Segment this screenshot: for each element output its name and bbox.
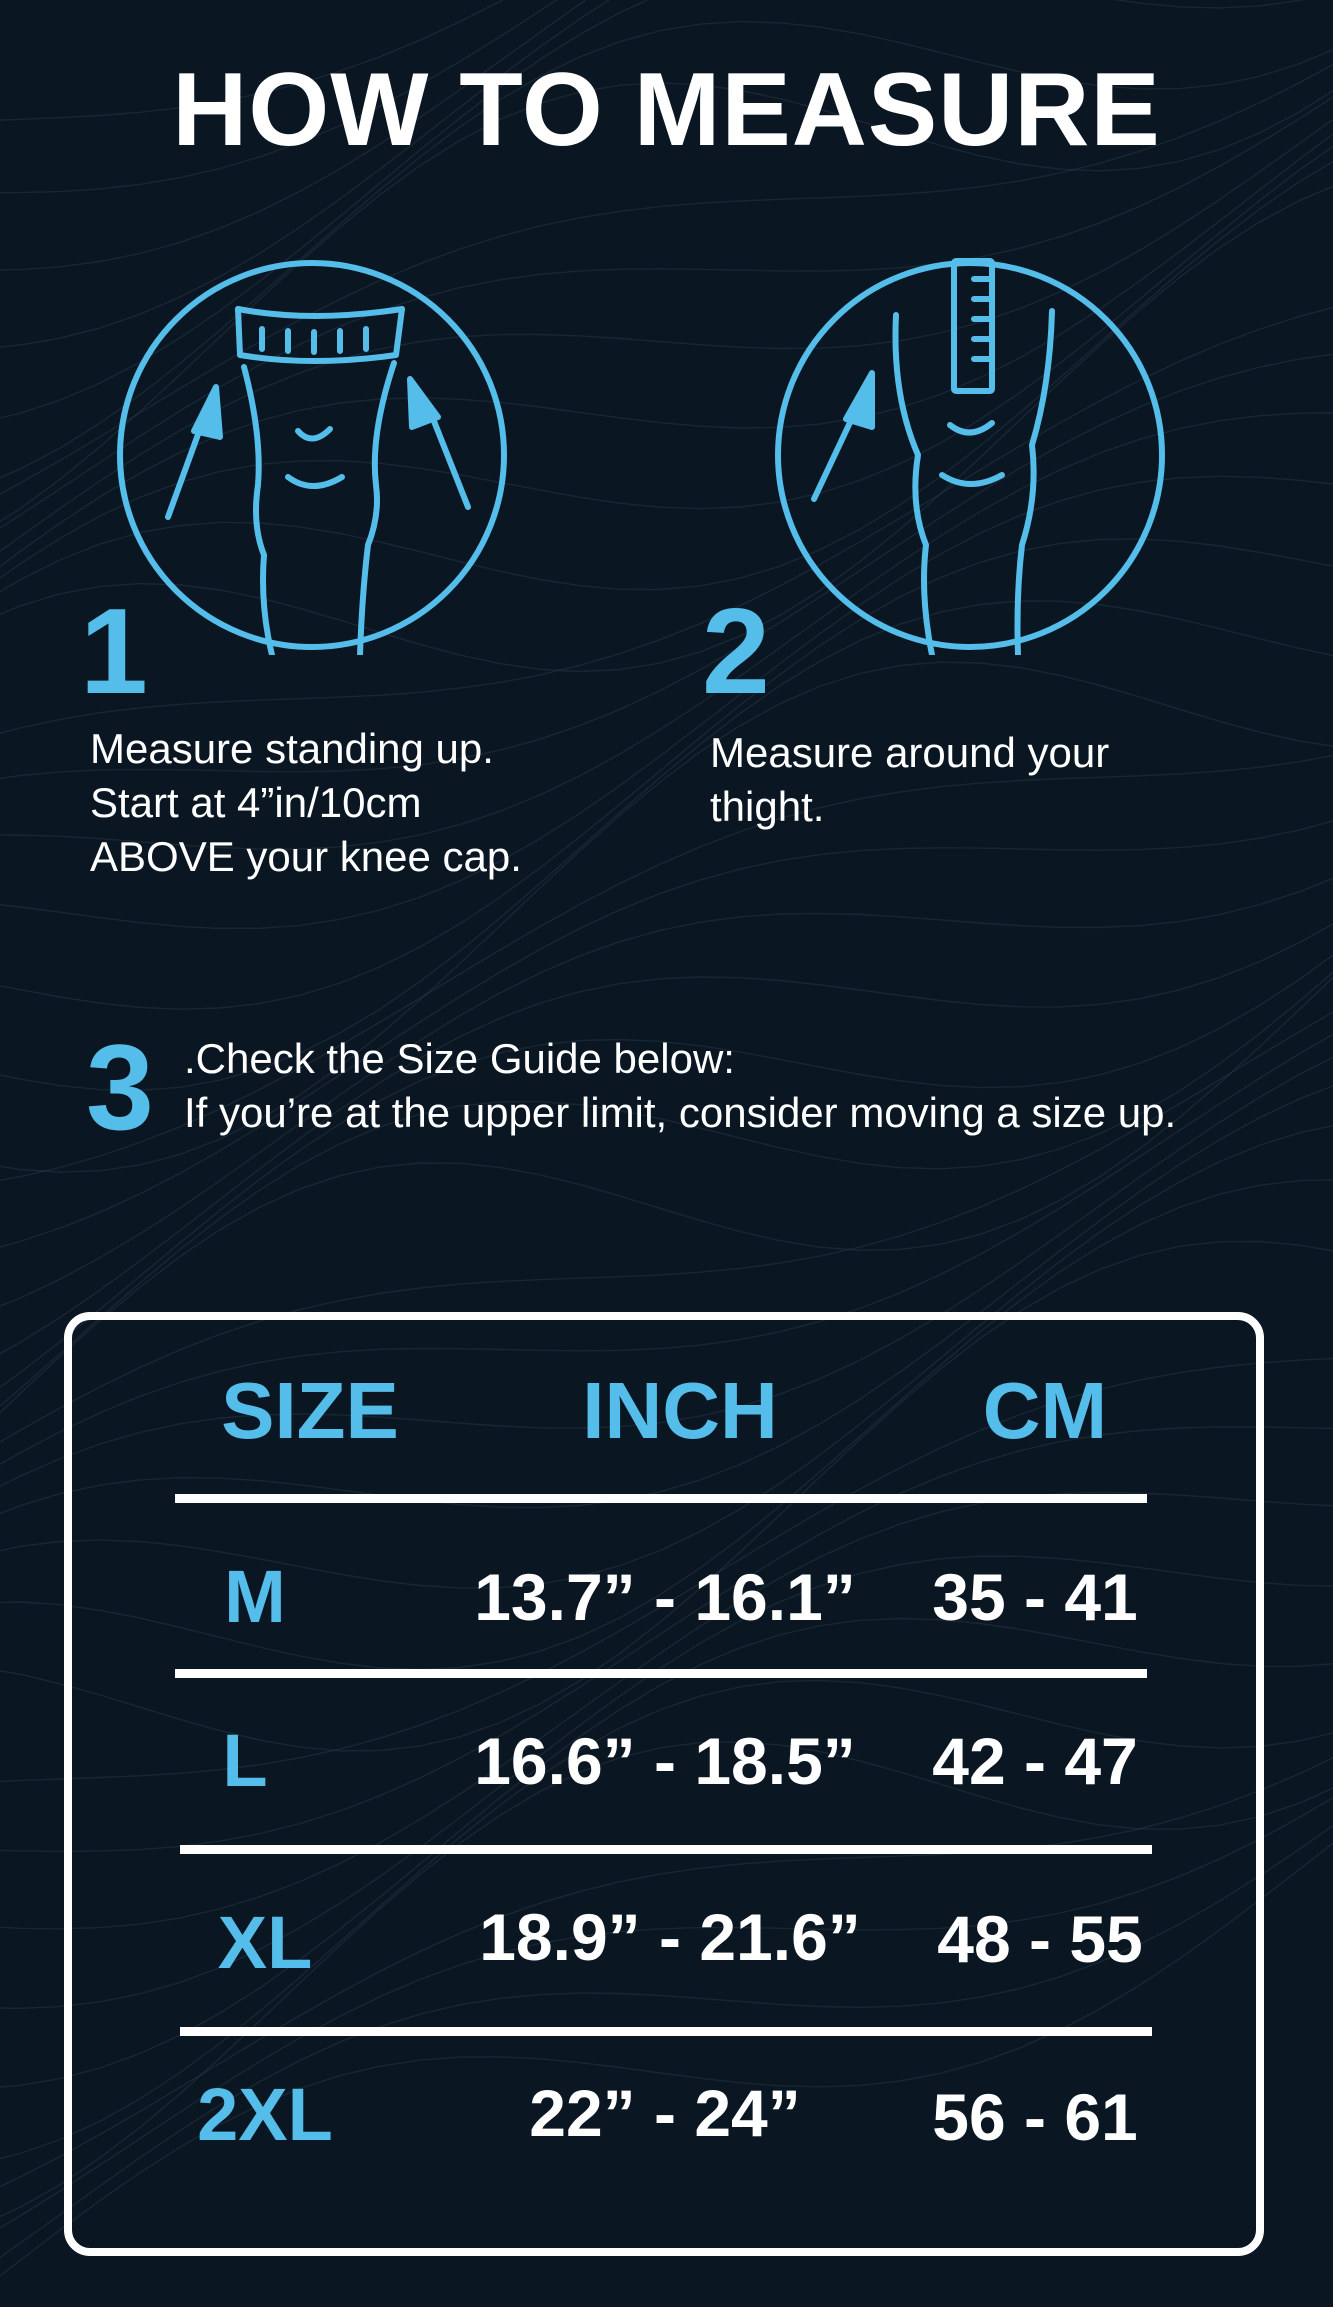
header-inch: INCH [582, 1366, 778, 1455]
table-divider [180, 2027, 1152, 2036]
step-2-line: thight. [710, 783, 825, 830]
step-2-number: 2 [702, 583, 770, 719]
header-size: SIZE [221, 1366, 399, 1455]
row-inch: 22” - 24” [529, 2076, 801, 2150]
row-size: 2XL [197, 2073, 333, 2156]
step-3-line: If you’re at the upper limit, consider moving a size up. [184, 1089, 1177, 1136]
knee-tape-horizontal-icon [112, 255, 512, 655]
knee-tape-vertical-icon [770, 255, 1170, 655]
step-3-text [184, 1032, 1324, 1140]
step-3-line: .Check the Size Guide below: [184, 1035, 735, 1082]
row-inch: 13.7” - 16.1” [474, 1560, 856, 1634]
step-1-number: 1 [80, 583, 148, 719]
step-2-text [710, 726, 1270, 834]
row-size: M [224, 1555, 286, 1638]
row-cm: 56 - 61 [932, 2080, 1138, 2154]
step-1-line: Start at 4”in/10cm [90, 779, 422, 826]
step-2-line: Measure around your [710, 729, 1110, 776]
step-1-line: Measure standing up. [90, 725, 494, 772]
row-cm: 48 - 55 [937, 1902, 1143, 1976]
page-title: HOW TO MEASURE [172, 52, 1161, 168]
step-3-number: 3 [86, 1019, 154, 1155]
table-divider [180, 1845, 1152, 1854]
row-cm: 42 - 47 [932, 1724, 1138, 1798]
table-divider [175, 1494, 1147, 1503]
step-1-line: ABOVE your knee cap. [90, 833, 522, 880]
row-size: XL [217, 1901, 313, 1984]
row-cm: 35 - 41 [932, 1560, 1138, 1634]
row-size: L [222, 1719, 268, 1802]
table-divider [175, 1669, 1147, 1678]
row-inch: 18.9” - 21.6” [479, 1900, 861, 1974]
row-inch: 16.6” - 18.5” [474, 1724, 856, 1798]
step-1-text [90, 722, 650, 884]
header-cm: CM [982, 1366, 1108, 1455]
